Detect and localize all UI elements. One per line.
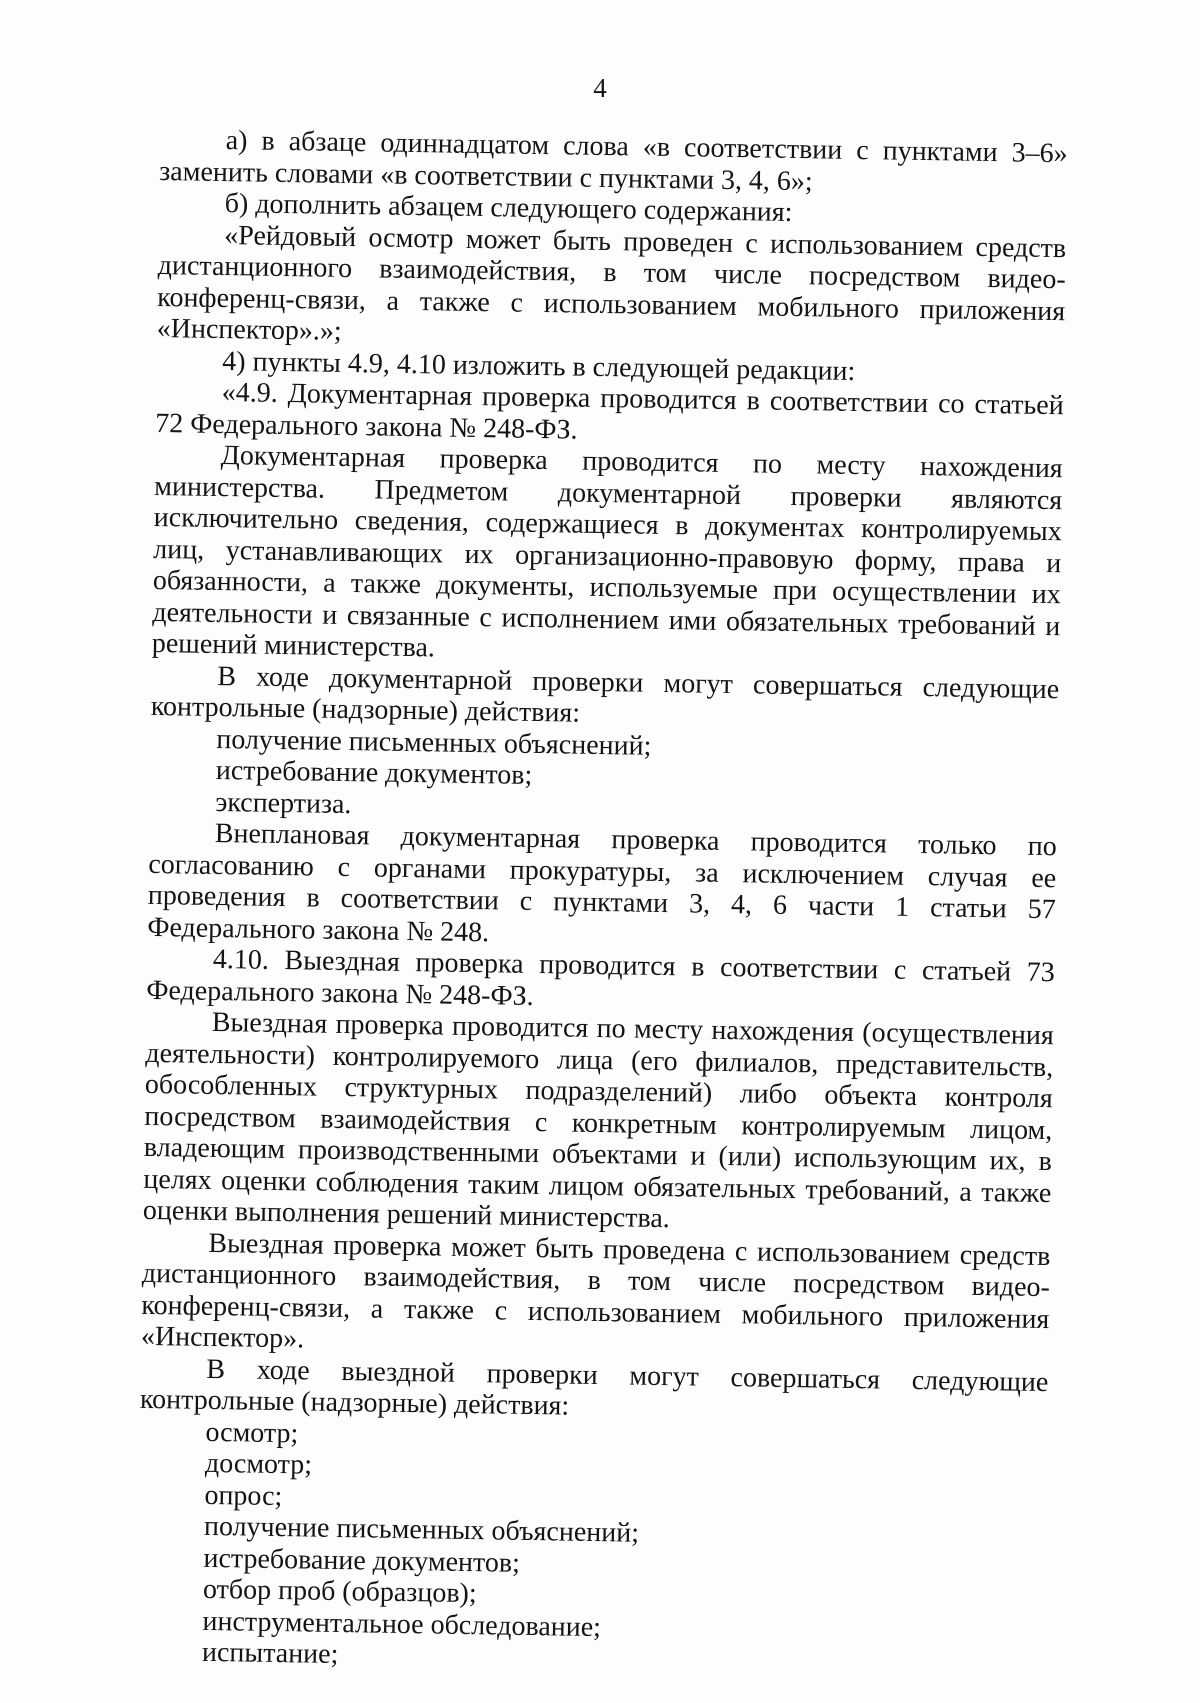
document-body <box>136 124 1068 1682</box>
paragraph-4-10: 4.10. Выездная проверка проводится в соответствии с статьей 73 Федерального закона № 248-ФЗ. <box>146 943 1056 1012</box>
page-number: 4 <box>593 73 607 103</box>
list-item: получение письменных объяснений; <box>203 1510 640 1549</box>
paragraph-documentary-place: Документарная проверка проводится по месту нахождения министерства. Предметом документарной проверки являются исключительно сведения, содержащиеся в документах контролируемых лиц, устанавливающих их организационно-правовую форму, права и обязанности, а также документы, используемые при осуществлении их деятельности и связанные с исполнением ими обязательных требований и решений министерства. <box>151 439 1063 664</box>
list-item: истребование документов; <box>203 1542 521 1579</box>
paragraph-unscheduled: Внеплановая документарная проверка проводится только по согласованию с органами прокуратуры, за исключением случая ее проведения в соответствии с пунктами 3, 4, 6 части 1 статьи 57 Федерального закона № 248. <box>147 817 1058 948</box>
paragraph-onsite-remote: Выездная проверка может быть проведена с использованием средств дистанционного взаимодействия, в том числе посредством видео-конференц-связи, а также с использованием мобильного приложения «Инспектор». <box>140 1227 1051 1355</box>
paragraph-onsite-place: Выездная проверка проводится по месту нахождения (осуществления деятельности) контролируемого лица (его филиалов, представительств, обособленных структурных подразделений) либо объекта контроля посредством взаимодействия с конкретным контролируемым лицом, владеющим производственными объектами и (или) использующим их, в целях оценки соблюдения таким лицом обязательных требований, а также оценки выполнения решений министерства. <box>142 1006 1055 1235</box>
list-item: осмотр; <box>205 1416 299 1449</box>
paragraph-abzac-b: б) дополнить абзацем следующего содержания: <box>224 188 793 228</box>
paragraph-4-9: «4.9. Документарная проверка проводится в соответствии со статьей 72 Федерального закона № 248-ФЗ. <box>155 377 1064 446</box>
list-item: опрос; <box>204 1479 283 1512</box>
paragraph-abzac-a: а) в абзаце одиннадцатом слова «в соответствии с пунктами 3–6» заменить словами «в соответствии с пунктами 3, 4, 6»; <box>159 125 1068 197</box>
list-item: инструментальное обследование; <box>202 1605 602 1643</box>
list-item: испытание; <box>201 1636 339 1670</box>
list-item: отбор проб (образцов); <box>202 1573 477 1610</box>
list-item: истребование документов; <box>215 754 533 791</box>
paragraph-item-4: 4) пункты 4.9, 4.10 изложить в следующей редакции: <box>222 345 856 387</box>
list-item: экспертиза. <box>215 786 352 820</box>
paragraph-onsite-actions: В ходе выездной проверки могут совершаться следующие контрольные (надзорные) действия: <box>139 1353 1049 1422</box>
list-item: получение письменных объяснений; <box>216 723 652 762</box>
paragraph-documentary-actions: В ходе документарной проверки могут совершаться следующие контрольные (надзорные) действия: <box>150 660 1060 729</box>
paragraph-raid-inspection: «Рейдовый осмотр может быть проведен с использованием средств дистанционного взаимодействия, в том числе посредством видео-конференц-связи, а также с использованием мобильного приложения «Инспектор».»; <box>156 219 1067 347</box>
list-item: досмотр; <box>204 1447 313 1481</box>
